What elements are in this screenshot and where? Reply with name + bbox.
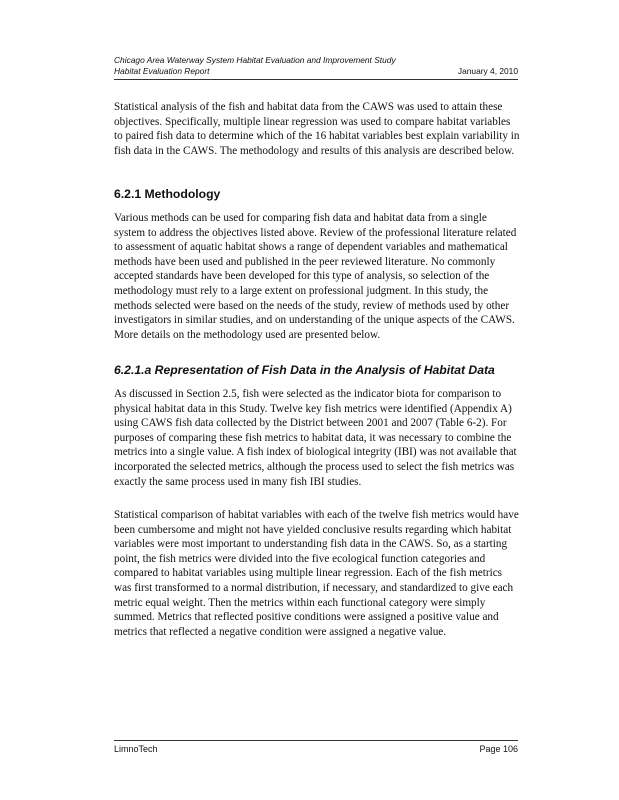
fish-data-paragraph-1: As discussed in Section 2.5, fish were selected as the indicator biota for comparison to physical habitat data in this Study. Twelve key fish metrics were identified (Appendix A) using CAWS fish data collected by the District between 2001 and 2007 (Table 6-2). For purposes of comparing these fish metrics to habitat data, it was necessary to combine the metrics into a single value. A fish index of biological integrity (IBI) was not available that incorporated the selected metrics, although the process used to select the fish metrics was exactly the same process used in many fish IBI studies.: [114, 388, 517, 488]
report-date: January 4, 2010: [457, 66, 518, 76]
footer-page-number: Page 106: [479, 744, 518, 754]
section-heading-methodology: 6.2.1 Methodology: [114, 187, 221, 201]
footer-divider: [114, 740, 518, 741]
methodology-paragraph: Various methods can be used for comparing fish data and habitat data from a single system to address the objectives listed above. Review of the professional literature related to assessment of aquatic habitat shows a range of dependent variables and mathematical methods have been used and published in the peer reviewed literature. No commonly accepted standards have been developed for this type of analysis, so selection of the methodology must rely to a large extent on professional judgment. In this study, the methods selected were based on the needs of the study, review of methods used by other investigators in similar studies, and on understanding of the unique aspects of the CAWS. More details on the methodology used are presented below.: [114, 212, 517, 341]
intro-paragraph: Statistical analysis of the fish and habitat data from the CAWS was used to attain these objectives. Specifically, multiple linear regression was used to compare habitat variables to paired fish data to determine which of the 16 habitat variables best explain variability in fish data in the CAWS. The methodology and results of this analysis are described below.: [114, 101, 520, 157]
section-heading-fish-data: 6.2.1.a Representation of Fish Data in the Analysis of Habitat Data: [114, 363, 495, 377]
report-title: Chicago Area Waterway System Habitat Evaluation and Improvement Study: [114, 55, 396, 65]
header-divider: [114, 79, 518, 80]
page-header: [114, 55, 518, 77]
report-subtitle: Habitat Evaluation Report: [114, 66, 210, 76]
footer-company: LimnoTech: [114, 744, 158, 754]
fish-data-paragraph-2: Statistical comparison of habitat variables with each of the twelve fish metrics would have been cumbersome and might not have yielded conclusive results regarding which habitat variables were most important to understanding fish data in the CAWS. So, as a starting point, the fish metrics were divided into the five ecological function categories and compared to habitat variables using multiple linear regression. Each of the fish metrics was first transformed to a normal distribution, if necessary, and standardized to give each metric equal weight. Then the metrics within each functional category were simply summed. Metrics that reflected positive conditions were assigned a positive value and metrics that reflected a negative condition were assigned a negative value.: [114, 509, 519, 638]
